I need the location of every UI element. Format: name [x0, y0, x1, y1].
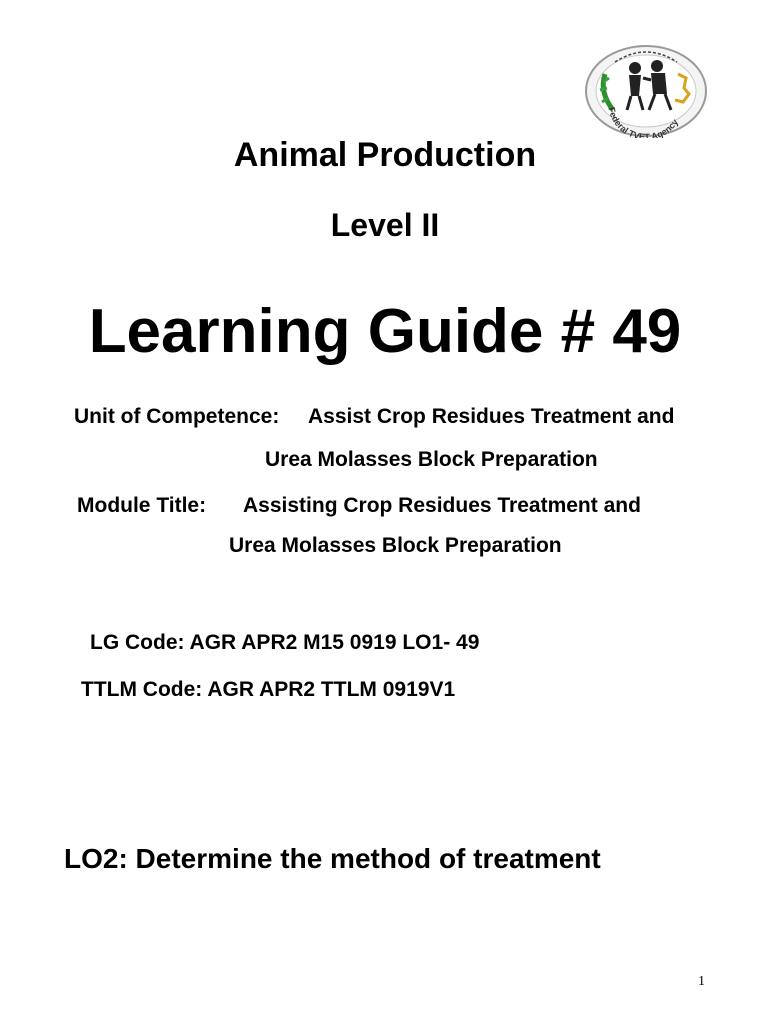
module-title-value: Assisting Crop Residues Treatment and: [243, 494, 641, 517]
guide-title: Learning Guide # 49: [88, 297, 682, 366]
federal-tvet-agency-logo-icon: [583, 44, 709, 138]
svg-text:Federal TVET Agency: Federal TVET Agency: [606, 106, 681, 138]
occupation-title: Animal Production: [233, 136, 537, 174]
level-title: Level II: [330, 207, 440, 243]
unit-of-competence-value-line2: Urea Molasses Block Preparation: [265, 448, 598, 471]
unit-of-competence-label: Unit of Competence:: [74, 405, 280, 428]
page-number: 1: [698, 974, 705, 989]
unit-of-competence-value: Assist Crop Residues Treatment and: [308, 405, 675, 428]
module-title-value-line2: Urea Molasses Block Preparation: [229, 534, 562, 557]
module-title-label: Module Title:: [77, 494, 207, 517]
ttlm-code: TTLM Code: AGR APR2 TTLM 0919V1: [81, 678, 456, 701]
lg-code: LG Code: AGR APR2 M15 0919 LO1- 49: [90, 631, 480, 654]
learning-outcome-heading: LO2: Determine the method of treatment: [64, 843, 601, 874]
